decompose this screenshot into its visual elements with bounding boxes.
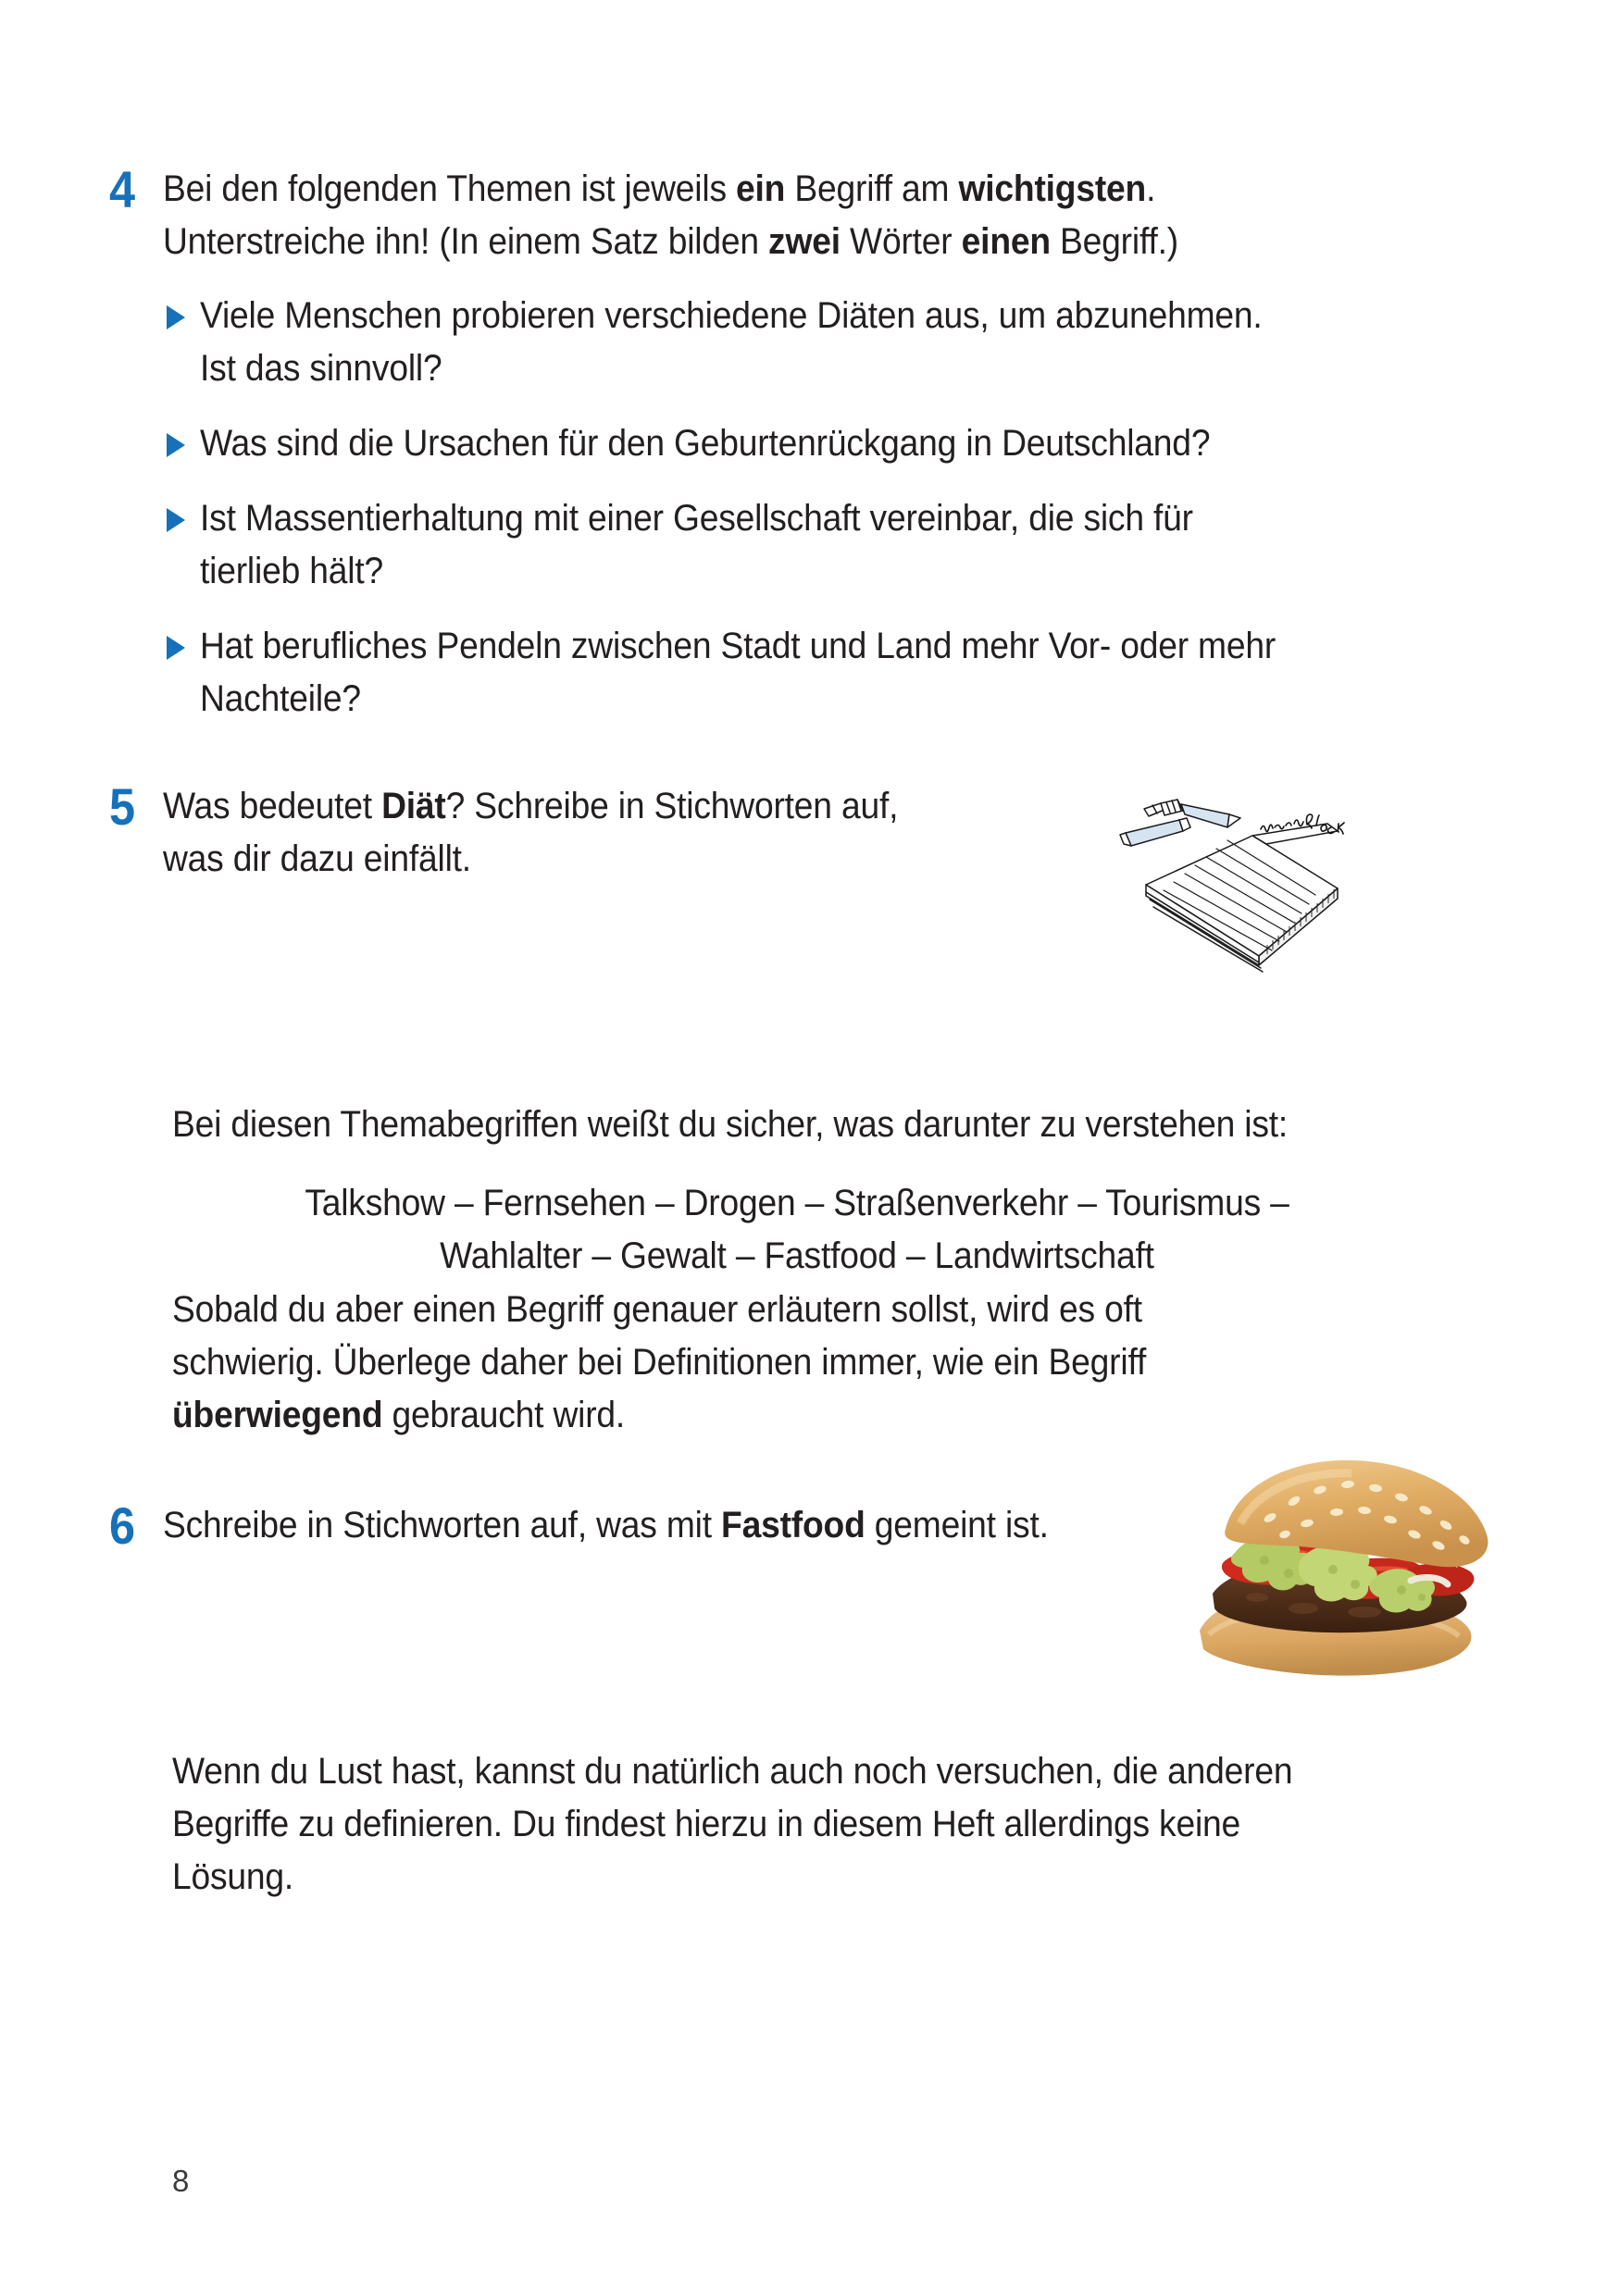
exercise-4-prompt bbox=[163, 163, 1344, 268]
exercise-6-prompt: Schreibe in Stichworten auf, was mit Fastfood gemeint ist. bbox=[163, 1505, 1049, 1545]
bold-diaet: Diät bbox=[381, 786, 446, 826]
topic-terms-line-2: Wahlalter – Gewalt – Fastfood – Landwirtschaft bbox=[440, 1235, 1154, 1276]
notepad-svg bbox=[1109, 766, 1396, 1016]
triangle-bullet-icon bbox=[167, 433, 185, 457]
exercise-5-prompt: Was bedeutet Diät? Schreibe in Stichworten auf, was dir dazu einfällt. bbox=[163, 786, 899, 879]
bullet-item bbox=[167, 492, 1361, 598]
bullet-text: Was sind die Ursachen für den Geburtenrückgang in Deutschland? bbox=[200, 423, 1211, 464]
bold-wichtigsten: wichtigsten bbox=[958, 168, 1147, 209]
hamburger-svg bbox=[1192, 1449, 1507, 1690]
exercise-5 bbox=[109, 777, 989, 886]
triangle-bullet-icon bbox=[167, 636, 185, 660]
bullet-item bbox=[167, 620, 1361, 726]
bold-ein: ein bbox=[736, 168, 786, 209]
bullet-text: Ist Massentierhaltung mit einer Gesellschaft vereinbar, die sich für tierlieb hält? bbox=[200, 498, 1193, 591]
exercise-5-number: 5 bbox=[109, 777, 136, 836]
exercise-4-prompt-line1: Bei den folgenden Themen ist jeweils ein Begriff am wichtigsten. bbox=[163, 168, 1156, 209]
bold-fastfood: Fastfood bbox=[721, 1505, 866, 1545]
bullet-text: Hat berufliches Pendeln zwischen Stadt und Land mehr Vor- oder mehr Nachteile? bbox=[200, 626, 1277, 719]
closing-paragraph: Wenn du Lust hast, kannst du natürlich auch noch versuchen, die anderen Begriffe zu definieren. Du findest hierzu in diesem Heft allerdings keine Lösung. bbox=[172, 1751, 1293, 1897]
middle-intro-text: Bei diesen Themabegriffen weißt du sicher, was darunter zu verstehen ist: bbox=[172, 1104, 1289, 1145]
bold-ueberwiegend: überwiegend bbox=[172, 1395, 383, 1435]
middle-explanation-text: Sobald du aber einen Begriff genauer erläutern sollst, wird es oft schwierig. Überlege daher bei Definitionen immer, wie ein Begriff überwiegend gebraucht wird. bbox=[172, 1289, 1147, 1435]
triangle-bullet-icon bbox=[167, 508, 185, 532]
topic-terms-line-1: Talkshow – Fernsehen – Drogen – Straßenverkehr – Tourismus – bbox=[305, 1183, 1289, 1223]
triangle-bullet-icon bbox=[167, 305, 185, 329]
exercise-6-number: 6 bbox=[109, 1496, 136, 1555]
exercise-4-prompt-line2: Unterstreiche ihn! (In einem Satz bilden zwei Wörter einen Begriff.) bbox=[163, 221, 1178, 262]
hamburger-photo bbox=[1192, 1449, 1507, 1690]
bullet-text: Viele Menschen probieren verschiedene Diäten aus, um abzunehmen. Ist das sinnvoll? bbox=[200, 295, 1263, 389]
exercise-4-number: 4 bbox=[109, 160, 136, 218]
exercise-6 bbox=[109, 1496, 1183, 1555]
bold-einen: einen bbox=[961, 221, 1051, 262]
exercise-4 bbox=[109, 160, 1433, 268]
bullet-item bbox=[167, 417, 1361, 470]
notepad-with-pen-illustration bbox=[1109, 766, 1396, 1016]
exercise-4-bullet-list bbox=[167, 290, 1361, 726]
bullet-item bbox=[167, 290, 1361, 395]
topic-terms-block bbox=[172, 1177, 1422, 1283]
page-number: 8 bbox=[172, 2164, 190, 2198]
bold-zwei: zwei bbox=[768, 221, 841, 262]
